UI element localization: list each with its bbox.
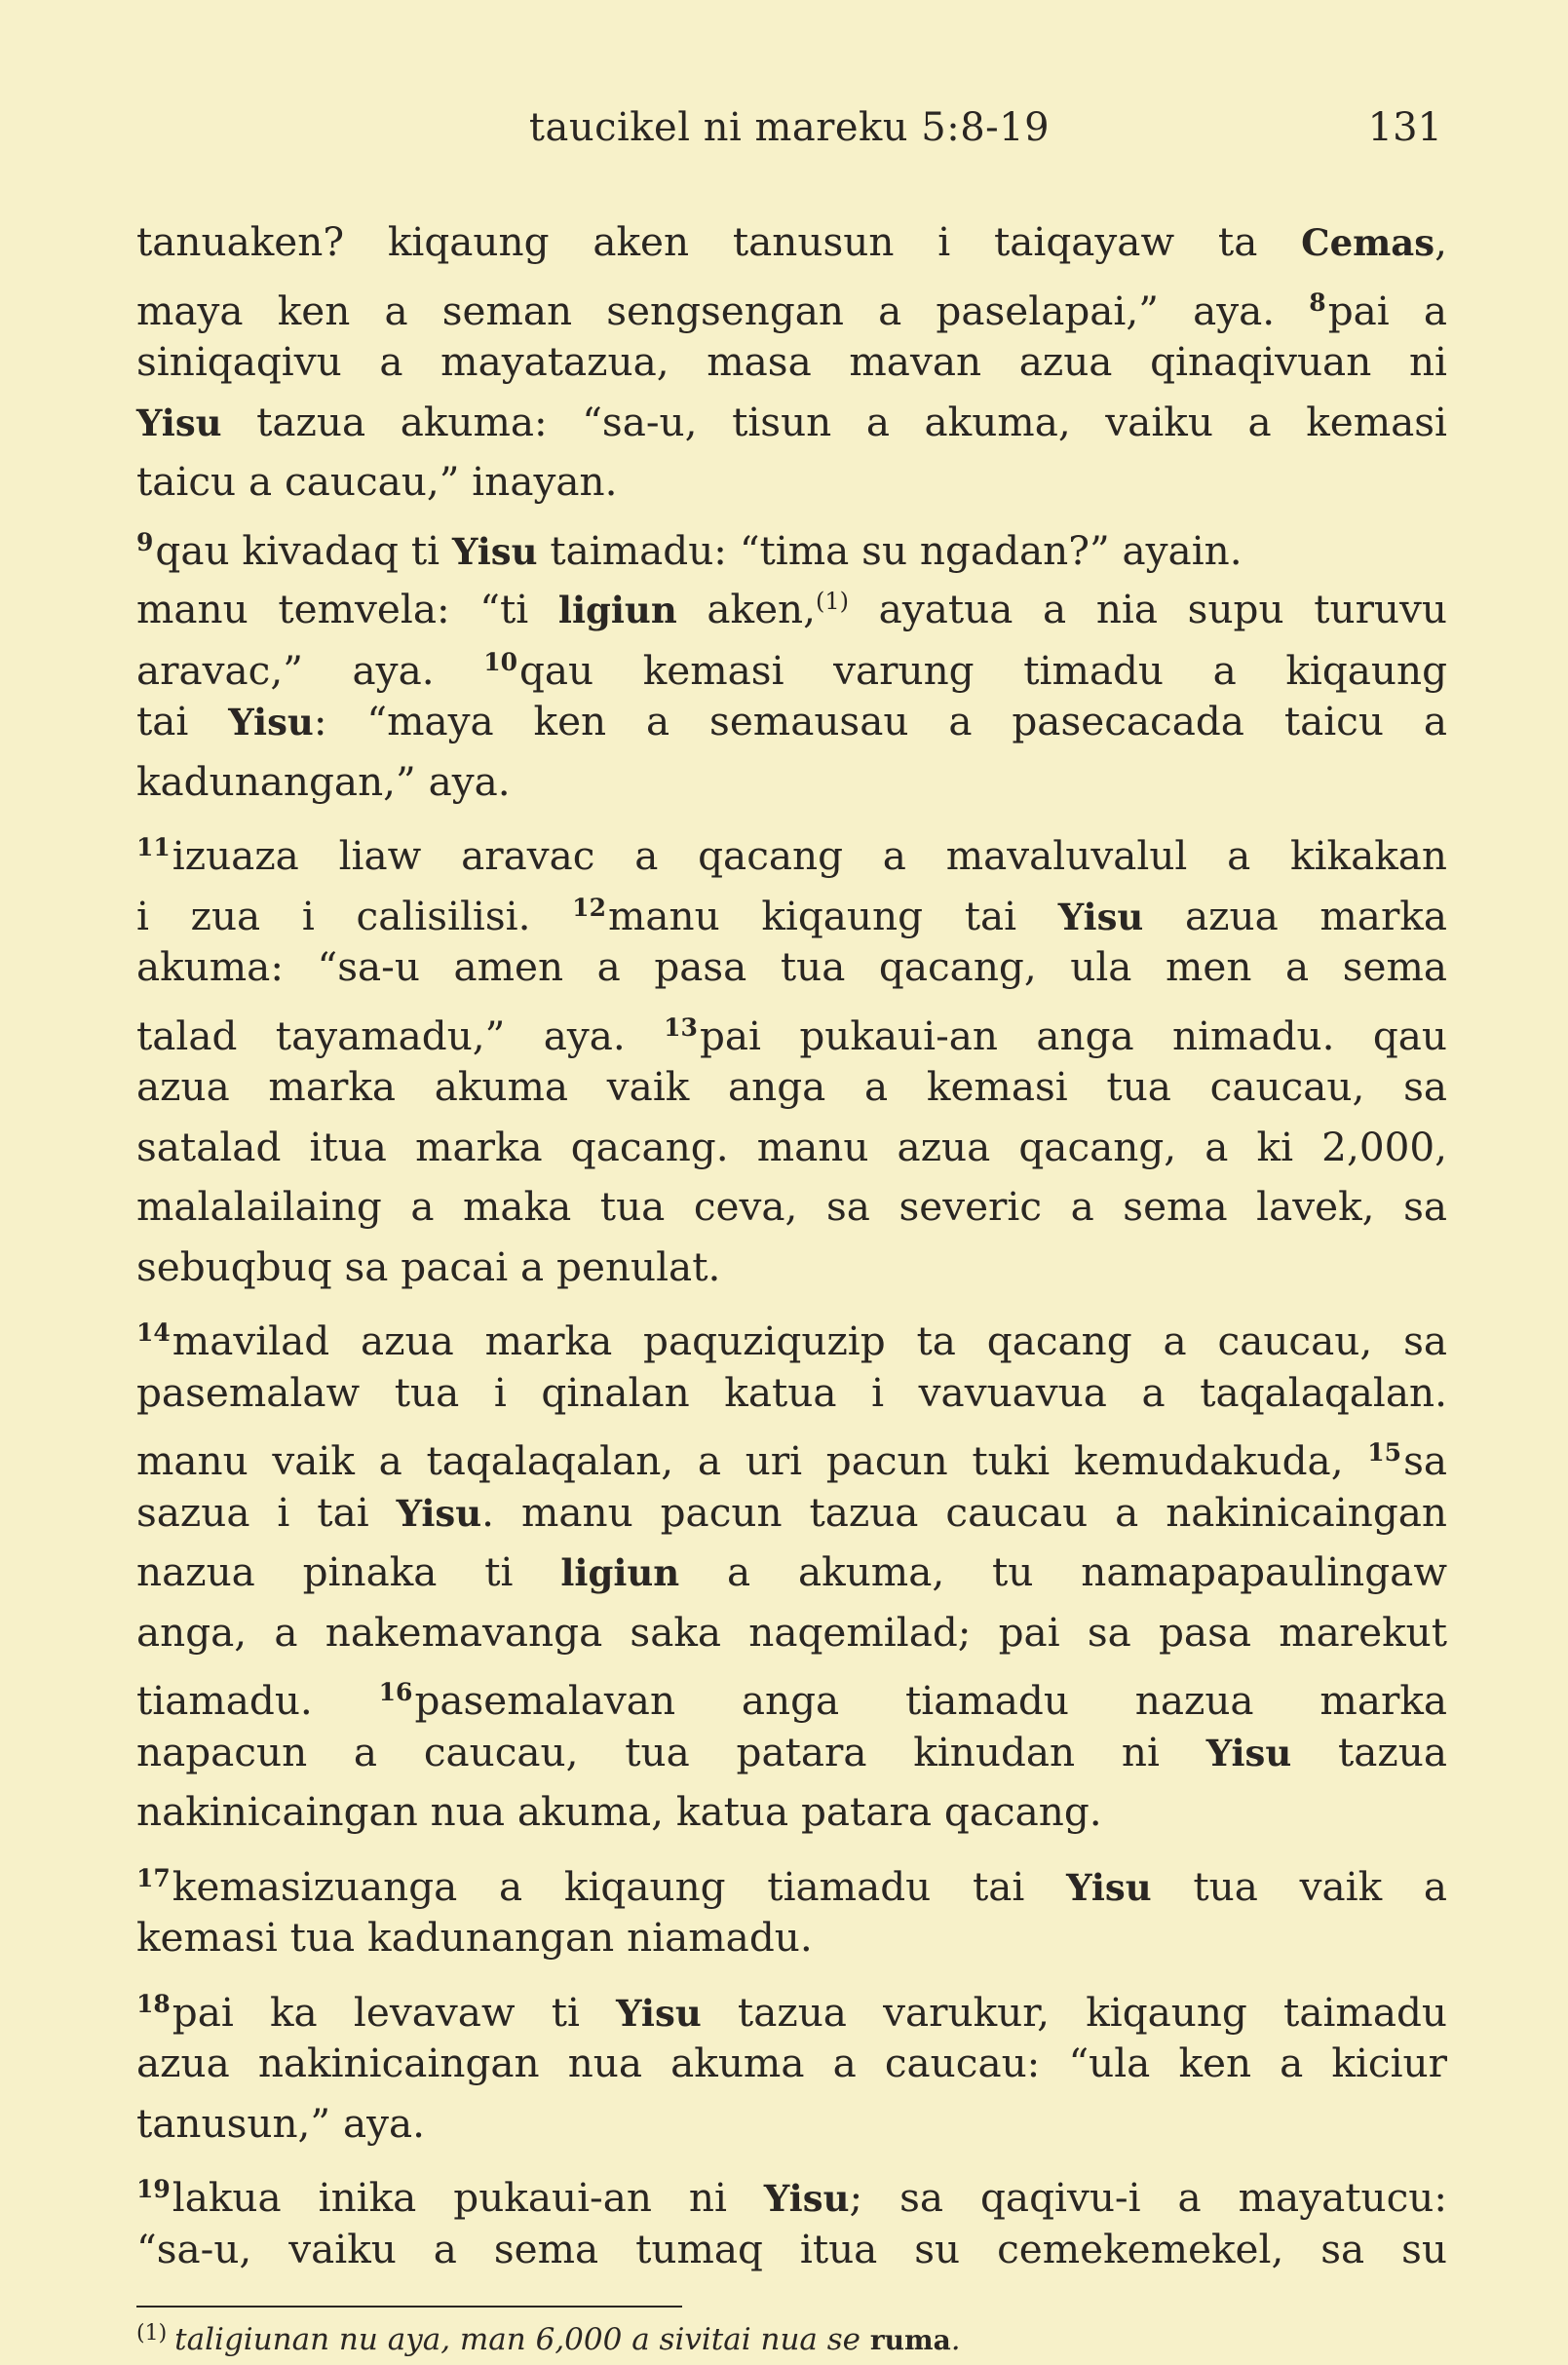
verse-number: 14 bbox=[136, 1318, 171, 1347]
footnote-marker: (1) bbox=[136, 2321, 168, 2346]
text-line: malalailaing a maka tua ceva, sa severic a sema lavek, sa bbox=[136, 1183, 1447, 1230]
text-line: tiamadu. $^{16}$pasemalavan anga tiamadu nazua marka bbox=[136, 1677, 1448, 1724]
body-text bbox=[136, 212, 1447, 2279]
text-line: nazua pinaka ti ligiun a akuma, tu namapapaulingaw bbox=[136, 1548, 1447, 1595]
text-line: $^{17}$kemasizuanga a kiqaung tiamadu tai Yisu tua vaik a bbox=[136, 1862, 1447, 1910]
footnote-bold-word: ruma bbox=[869, 2324, 951, 2356]
page-number: 131 bbox=[1367, 105, 1442, 150]
verse-number: 18 bbox=[136, 1989, 171, 2018]
footnote-text: taligiunan nu aya, man 6,000 a sivitai nua se bbox=[174, 2322, 870, 2357]
page-header bbox=[136, 105, 1442, 164]
text-line: tanuaken? kiqaung aken tanusun i taiqayaw ta Cemas, bbox=[136, 218, 1447, 265]
text-line: kadunangan,” aya. bbox=[136, 757, 511, 805]
verse-number: 16 bbox=[378, 1678, 413, 1706]
verse-number: 17 bbox=[136, 1863, 171, 1892]
text-line: talad tayamadu,” aya. $^{13}$pai pukaui-an anga nimadu. qau bbox=[136, 1011, 1447, 1059]
text-line: satalad itua marka qacang. manu azua qacang, a ki 2,000, bbox=[136, 1123, 1447, 1170]
text-line: nakinicaingan nua akuma, katua patara qacang. bbox=[136, 1788, 1102, 1835]
verse-number: 13 bbox=[664, 1012, 698, 1042]
verse-number: 10 bbox=[483, 647, 517, 676]
text-line: maya ken a seman sengsengan a paselapai,” aya. $^8$pai a bbox=[136, 286, 1447, 334]
verse-number: 15 bbox=[1367, 1438, 1402, 1467]
text-line: tai Yisu: “maya ken a semausau a pasecacada taicu a bbox=[136, 698, 1447, 744]
text-line: $^{11}$izuaza liaw aravac a qacang a mavaluvalul a kikakan bbox=[136, 832, 1447, 879]
text-line: sazua i tai Yisu. manu pacun tazua caucau a nakinicaingan bbox=[136, 1488, 1447, 1536]
text-line: manu temvela: “ti ligiun aken,$^{(1)}$ ayatua a nia supu turuvu bbox=[136, 586, 1447, 632]
text-line: manu vaik a taqalaqalan, a uri pacun tuki kemudakuda, $^{15}$sa bbox=[136, 1437, 1447, 1484]
verse-number: 9 bbox=[136, 527, 154, 556]
text-line: $^{14}$mavilad azua marka paquziquzip ta qacang a caucau, sa bbox=[136, 1317, 1447, 1364]
text-line: siniqaqivu a mayatazua, masa mavan azua qinaqivuan ni bbox=[136, 338, 1447, 385]
text-line: aravac,” aya. $^{10}$qau kemasi varung timadu a kiqaung bbox=[136, 646, 1448, 694]
text-line: kemasi tua kadunangan niamadu. bbox=[136, 1914, 813, 1961]
verse-number: 11 bbox=[136, 833, 171, 861]
text-line: sebuqbuq sa pacai a penulat. bbox=[136, 1242, 721, 1290]
text-line: $^{18}$pai ka levavaw ti Yisu tazua varukur, kiqaung taimadu bbox=[136, 1988, 1447, 2036]
text-line: azua nakinicaingan nua akuma a caucau: “ula ken a kiciur bbox=[136, 2040, 1447, 2086]
text-line: akuma: “sa-u amen a pasa tua qacang, ula men a sema bbox=[136, 943, 1447, 990]
text-line: azua marka akuma vaik anga a kemasi tua caucau, sa bbox=[136, 1063, 1447, 1110]
text-line: $^9$qau kivadaq ti Yisu taimadu: “tima su ngadan?” ayain. bbox=[136, 526, 1243, 574]
text-line: $^{19}$lakua inika pukaui-an ni Yisu; sa qaqivu-i a mayatucu: bbox=[136, 2174, 1447, 2221]
text-line: pasemalaw tua i qinalan katua i vavuavua a taqalaqalan. bbox=[136, 1368, 1447, 1416]
running-title: taucikel ni mareku 5:8-19 bbox=[528, 105, 1051, 150]
footnote: $^{(1)}$ taligiunan nu aya, man 6,000 a sivitai nua se ruma. bbox=[136, 2321, 961, 2357]
footnote-divider bbox=[136, 2306, 682, 2308]
text-line: tanusun,” aya. bbox=[136, 2099, 426, 2147]
text-line: “sa-u, vaiku a sema tumaq itua su cemekemekel, sa su bbox=[136, 2225, 1447, 2272]
text-line: taicu a caucau,” inayan. bbox=[136, 458, 618, 505]
verse-number: 8 bbox=[1309, 287, 1326, 317]
verse-number: 19 bbox=[136, 2175, 171, 2203]
text-line: i zua i calisilisi. $^{12}$manu kiqaung tai Yisu azua marka bbox=[136, 892, 1447, 939]
verse-number: 12 bbox=[572, 893, 606, 922]
text-line: anga, a nakemavanga saka naqemilad; pai sa pasa marekut bbox=[136, 1608, 1447, 1656]
text-line: Yisu tazua akuma: “sa-u, tisun a akuma, vaiku a kemasi bbox=[136, 398, 1447, 445]
text-line: napacun a caucau, tua patara kinudan ni Yisu tazua bbox=[136, 1728, 1447, 1775]
footnote-reference: (1) bbox=[816, 588, 850, 615]
